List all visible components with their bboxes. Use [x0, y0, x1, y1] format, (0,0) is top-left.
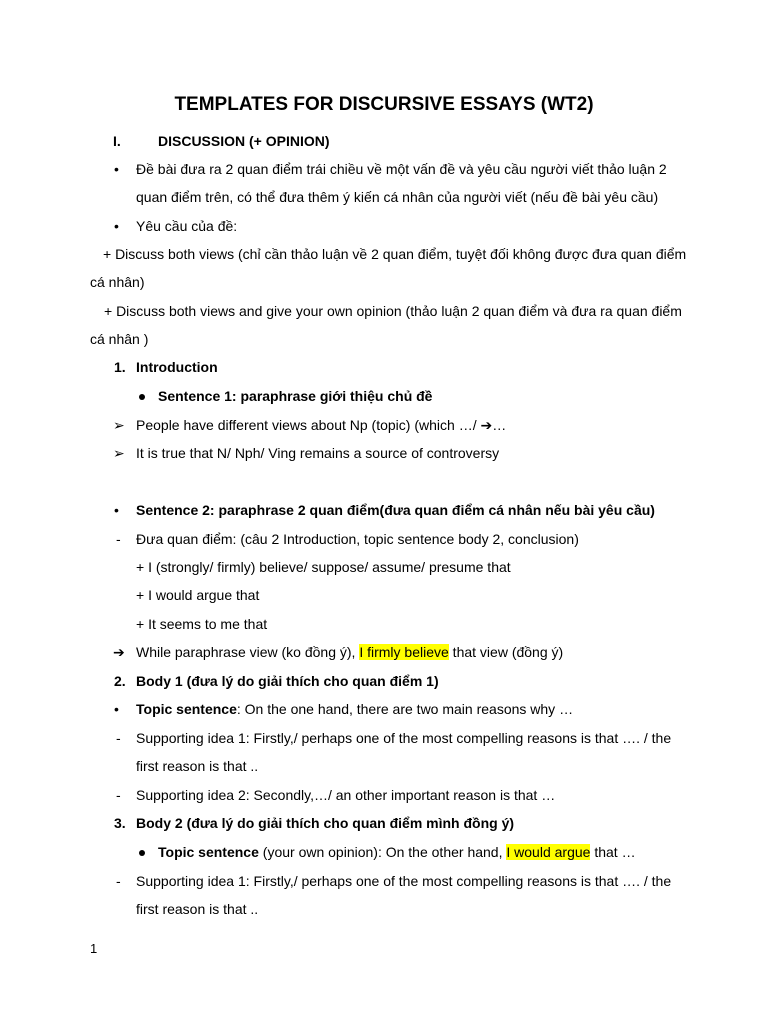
topic-sentence [158, 842, 636, 862]
while-template [136, 642, 563, 662]
requirement-line: + Discuss both views (chỉ cần thảo luận về 2 quan điểm, tuyệt đối không được đưa quan điểm [103, 246, 687, 262]
introduction-heading: Introduction [136, 359, 218, 375]
dash-marker: - [116, 531, 121, 547]
topic-sentence-text: : On the one hand, there are two main reasons why … [236, 701, 574, 717]
template-option: It is true that N/ Nph/ Ving remains a source of controversy [136, 445, 500, 461]
view-phrase: + I would argue that [136, 587, 260, 603]
section-numeral: I. [113, 133, 121, 149]
supporting-idea: Supporting idea 1: Firstly,/ perhaps one of the most compelling reasons is that …. / the [136, 730, 672, 746]
bullet-marker: • [114, 701, 119, 717]
topic-sentence-text: that … [590, 844, 636, 860]
requirement-line: + Discuss both views and give your own opinion (thảo luận 2 quan điểm và đưa ra quan điểm [104, 303, 682, 319]
bullet-marker: • [114, 161, 119, 177]
sentence-2-heading: Sentence 2: paraphrase 2 quan điểm(đưa quan điểm cá nhân nếu bài yêu cầu) [136, 502, 655, 518]
requirement-line: cá nhân) [90, 274, 145, 290]
arrowhead-bullet-icon: ➢ [113, 445, 125, 461]
while-template-text: While paraphrase view (ko đồng ý), [136, 644, 360, 660]
arrow-icon: ➔ [480, 417, 493, 433]
topic-sentence-text: (your own opinion): On the other hand, [258, 844, 507, 860]
topic-sentence-label: Topic sentence [136, 701, 237, 717]
body2-heading: Body 2 (đưa lý do giải thích cho quan điểm mình đồng ý) [136, 815, 515, 831]
template-option-ellipsis: … [492, 417, 507, 433]
arrow-icon: ➔ [113, 644, 125, 660]
highlighted-phrase: I would argue [506, 844, 591, 860]
dash-marker: - [116, 787, 121, 803]
page-number: 1 [90, 941, 98, 956]
requirements-label: Yêu cầu của đề: [136, 218, 238, 234]
highlighted-phrase: I firmly believe [359, 644, 449, 660]
requirement-line: cá nhân ) [90, 331, 149, 347]
supporting-idea: first reason is that .. [136, 758, 259, 774]
bullet-marker: • [114, 218, 119, 234]
while-template-text: that view (đồng ý) [448, 644, 564, 660]
view-phrase: + It seems to me that [136, 616, 268, 632]
arrowhead-bullet-icon: ➢ [113, 417, 125, 433]
bullet-dot-icon [139, 386, 145, 406]
supporting-idea: Supporting idea 1: Firstly,/ perhaps one of the most compelling reasons is that …. / the [136, 873, 672, 889]
template-option [136, 415, 506, 435]
dash-marker: - [116, 873, 121, 889]
intro-paragraph-line: quan điểm trên, có thể đưa thêm ý kiến cá nhân của người viết (nếu đề bài yêu cầu) [136, 189, 659, 205]
topic-sentence [136, 699, 573, 719]
section-heading: DISCUSSION (+ OPINION) [158, 133, 330, 149]
topic-sentence-label: Topic sentence [158, 844, 259, 860]
intro-paragraph-line: Đề bài đưa ra 2 quan điểm trái chiều về một vấn đề và yêu cầu người viết thảo luận 2 [136, 161, 667, 177]
view-phrase: + I (strongly/ firmly) believe/ suppose/ assume/ presume that [136, 559, 511, 575]
document-title: TEMPLATES FOR DISCURSIVE ESSAYS (WT2) [174, 94, 594, 115]
bullet-dot-icon [139, 842, 145, 862]
list-number: 1. [114, 359, 126, 375]
body1-heading: Body 1 (đưa lý do giải thích cho quan điểm 1) [136, 673, 439, 689]
view-label: Đưa quan điểm: (câu 2 Introduction, topic sentence body 2, conclusion) [136, 531, 579, 547]
list-number: 3. [114, 815, 126, 831]
bullet-marker: • [114, 502, 119, 518]
template-option-text: People have different views about Np (topic) (which …/ [136, 417, 481, 433]
supporting-idea: first reason is that .. [136, 901, 259, 917]
dash-marker: - [116, 730, 121, 746]
supporting-idea: Supporting idea 2: Secondly,…/ an other important reason is that … [136, 787, 556, 803]
list-number: 2. [114, 673, 126, 689]
sentence-1-heading: Sentence 1: paraphrase giới thiệu chủ đề [158, 388, 433, 404]
